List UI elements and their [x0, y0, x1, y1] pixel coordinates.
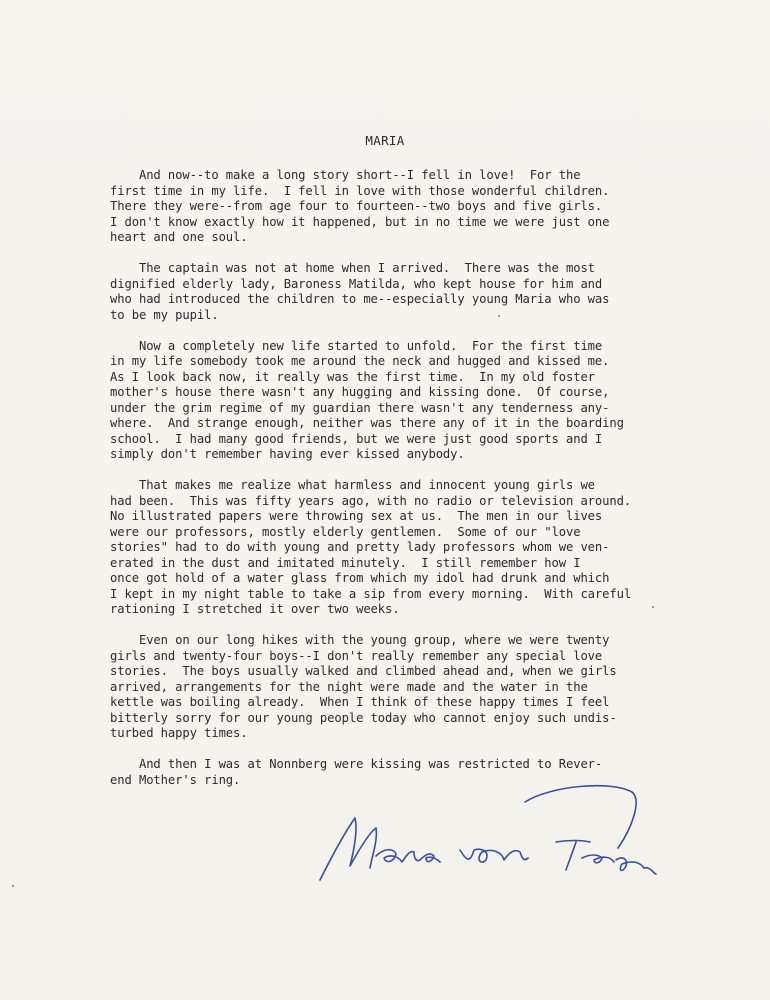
text-line: simply don't remember having ever kissed anybody.: [110, 447, 465, 461]
text-line: where. And strange enough, neither was there any of it in the boarding: [110, 416, 624, 430]
paragraph-5: [110, 633, 670, 742]
text-line: who had introduced the children to me--especially young Maria who was: [110, 292, 610, 306]
text-line: stories" had to do with young and pretty lady professors whom we ven-: [110, 540, 610, 554]
document-title: MARIA: [365, 133, 405, 148]
text-line: in my life somebody took me around the neck and hugged and kissed me.: [110, 354, 610, 368]
text-line: kettle was boiling already. When I think of these happy times I feel: [110, 695, 610, 709]
text-line: And now--to make a long story short--I fell in love! For the: [110, 168, 581, 182]
signature-stroke: [376, 850, 440, 862]
text-line: first time in my life. I fell in love with those wonderful children.: [110, 183, 610, 198]
text-line: There they were--from age four to fourteen--two boys and five girls.: [110, 199, 603, 213]
text-line: dignified elderly lady, Baroness Matilda, who kept house for him and: [110, 276, 603, 291]
text-line: were our professors, mostly elderly gentlemen. Some of our "love: [110, 524, 581, 539]
paper-speck: [652, 606, 654, 608]
text-line: stories. The boys usually walked and climbed ahead and, when we girls: [110, 664, 617, 678]
text-line: mother's house there wasn't any hugging and kissing done. Of course,: [110, 385, 610, 399]
text-line: I kept in my night table to take a sip from every morning. With careful: [110, 586, 632, 601]
text-line: girls and twenty-four boys--I don't really remember any special love: [110, 648, 603, 663]
paper-speck: [498, 315, 500, 317]
document-body: [110, 168, 670, 804]
text-line: had been. This was fifty years ago, with no radio or television around.: [110, 493, 632, 508]
text-line: Even on our long hikes with the young group, where we were twenty: [110, 633, 610, 647]
text-line: turbed happy times.: [110, 726, 248, 740]
text-line: As I look back now, it really was the first time. In my old foster: [110, 369, 595, 384]
text-line: rationing I stretched it over two weeks.: [110, 602, 400, 616]
text-line: under the grim regime of my guardian there wasn't any tenderness any-: [110, 400, 610, 415]
signature-stroke: [556, 841, 656, 875]
text-line: I don't know exactly how it happened, but in no time we were just one: [110, 214, 610, 229]
text-line: to be my pupil.: [110, 307, 219, 322]
text-line: Now a completely new life started to unfold. For the first time: [110, 338, 603, 353]
text-line: once got hold of a water glass from which my idol had drunk and which: [110, 571, 610, 585]
text-line: No illustrated papers were throwing sex at us. The men in our lives: [110, 509, 603, 523]
handwritten-signature: [310, 770, 670, 890]
text-line: bitterly sorry for our young people today who cannot enjoy such undis-: [110, 710, 617, 725]
text-line: end Mother's ring.: [110, 772, 241, 787]
signature-stroke: [525, 786, 636, 848]
text-line: heart and one soul.: [110, 230, 248, 244]
paper-speck: [12, 885, 14, 887]
text-line: school. I had many good friends, but we were just good sports and I: [110, 431, 603, 446]
signature-stroke: [460, 849, 528, 862]
paragraph-1: [110, 168, 670, 246]
signature-stroke: [320, 818, 376, 880]
text-line: That makes me realize what harmless and innocent young girls we: [110, 478, 595, 492]
paragraph-3: [110, 339, 670, 463]
text-line: arrived, arrangements for the night were made and the water in the: [110, 679, 588, 694]
paragraph-2: [110, 261, 670, 323]
text-line: The captain was not at home when I arrived. There was the most: [110, 261, 595, 275]
text-line: And then I was at Nonnberg were kissing was restricted to Rever-: [110, 757, 603, 771]
text-line: erated in the dust and imitated minutely. I still remember how I: [110, 555, 581, 570]
paragraph-4: [110, 478, 670, 618]
